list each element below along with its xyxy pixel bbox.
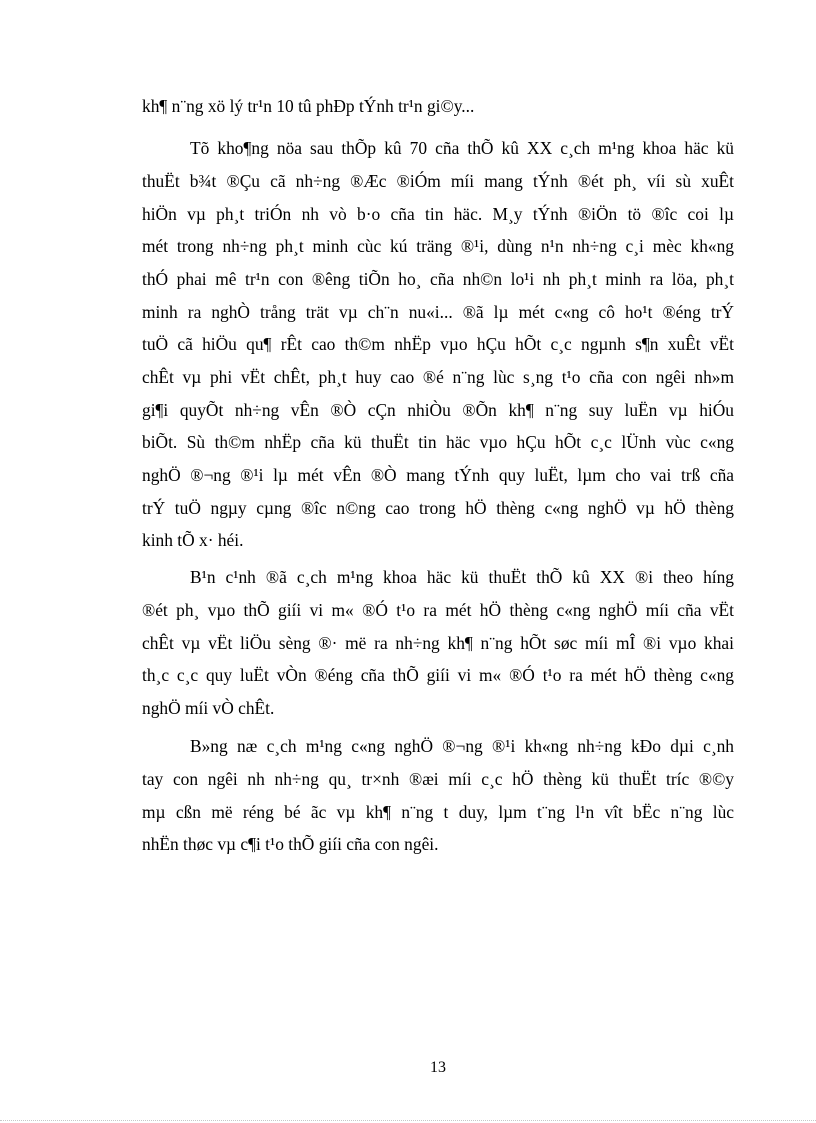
paragraph-2-line-7: tuÖ cã hiÖu qu¶ rÊt cao th©m nhËp vµo hÇu hÕt c¸c ngµnh s¶n xuÊt vËt: [142, 334, 734, 354]
paragraph-4-line-4: nhËn thøc vµ c¶i t¹o thÕ giíi cña con ngêi.: [142, 834, 439, 854]
paragraph-3-line-2: ®ét ph¸ vµo thÕ giíi vi m« ®Ó t¹o ra mét hÖ thèng c«ng nghÖ míi cña vËt: [142, 600, 734, 620]
paragraph-2-line-2: thuËt b¾t ®Çu cã nh÷ng ®Æc ®iÓm míi mang tÝnh ®ét ph¸ víi sù xuÊt: [142, 171, 734, 191]
paragraph-3-line-1: B¹n c¹nh ®ã c¸ch m¹ng khoa häc kü thuËt thÕ kû XX ®i theo híng: [190, 567, 734, 587]
paragraph-2-line-3: hiÖn vµ ph¸t triÓn nh vò b·o cña tin häc. M¸y tÝnh ®iÖn tö ®îc coi lµ: [142, 204, 734, 224]
paragraph-3-line-4: th¸c c¸c quy luËt vÒn ®éng cña thÕ giíi vi m« ®Ó t¹o ra mét hÖ thèng c«ng: [142, 665, 734, 685]
paragraph-2-line-9: gi¶i quyÕt nh÷ng vÊn ®Ò cÇn nhiÒu ®Õn kh¶ n¨ng suy luËn vµ hiÓu: [142, 400, 734, 420]
paragraph-2-line-6: minh ra nghÒ trång trät vµ ch¨n nu«i... ®ã lµ mét c«ng cô ho¹t ®éng trÝ: [142, 302, 734, 322]
paragraph-4-line-2: tay con ngêi nh nh÷ng qu¸ tr×nh ®æi míi c¸c hÖ thèng kü thuËt tríc ®©y: [142, 769, 734, 789]
paragraph-4-line-3: mµ cßn më réng bé ãc vµ kh¶ n¨ng t duy, lµm t¨ng l¹n vît bËc n¨ng lùc: [142, 802, 734, 822]
paragraph-2-line-4: mét trong nh÷ng ph¸t minh cùc kú träng ®¹i, dùng n¹n nh÷ng c¸i mèc kh«ng: [142, 236, 734, 256]
page-bottom-divider: [0, 1120, 816, 1121]
paragraph-2-line-1: Tõ kho¶ng nöa sau thÕp kû 70 cña thÕ kû XX c¸ch m¹ng khoa häc kü: [190, 138, 734, 158]
paragraph-2-line-11: nghÖ ®¬ng ®¹i lµ mét vÊn ®Ò mang tÝnh quy luËt, lµm cho vai trß cña: [142, 465, 734, 485]
paragraph-2-line-13: kinh tÕ x· héi.: [142, 530, 244, 550]
paragraph-2-line-10: biÕt. Sù th©m nhËp cña kü thuËt tin häc vµo hÇu hÕt c¸c lÜnh vùc c«ng: [142, 432, 734, 452]
paragraph-1-line-1: kh¶ n¨ng xö lý tr¹n 10 tû phÐp tÝnh tr¹n gi©y...: [142, 96, 475, 116]
paragraph-2-line-8: chÊt vµ phi vËt chÊt, ph¸t huy cao ®é n¨ng lùc s¸ng t¹o cña con ngêi nh»m: [142, 367, 734, 387]
paragraph-3-line-5: nghÖ míi vÒ chÊt.: [142, 698, 275, 718]
page-number: 13: [430, 1059, 446, 1076]
paragraph-2-line-12: trÝ tuÖ ngµy cµng ®îc n©ng cao trong hÖ thèng c«ng nghÖ vµ hÖ thèng: [142, 498, 734, 518]
paragraph-2-line-5: thÓ phai mê tr¹n con ®êng tiÕn ho¸ cña nh©n lo¹i nh ph¸t minh ra löa, ph¸t: [142, 269, 734, 289]
paragraph-4-line-1: B»ng næ c¸ch m¹ng c«ng nghÖ ®¬ng ®¹i kh«ng nh÷ng kÐo dµi c¸nh: [190, 736, 734, 756]
paragraph-3-line-3: chÊt vµ vËt liÖu sèng ®· më ra nh÷ng kh¶ n¨ng hÕt søc míi mÎ ®i vµo khai: [142, 633, 734, 653]
